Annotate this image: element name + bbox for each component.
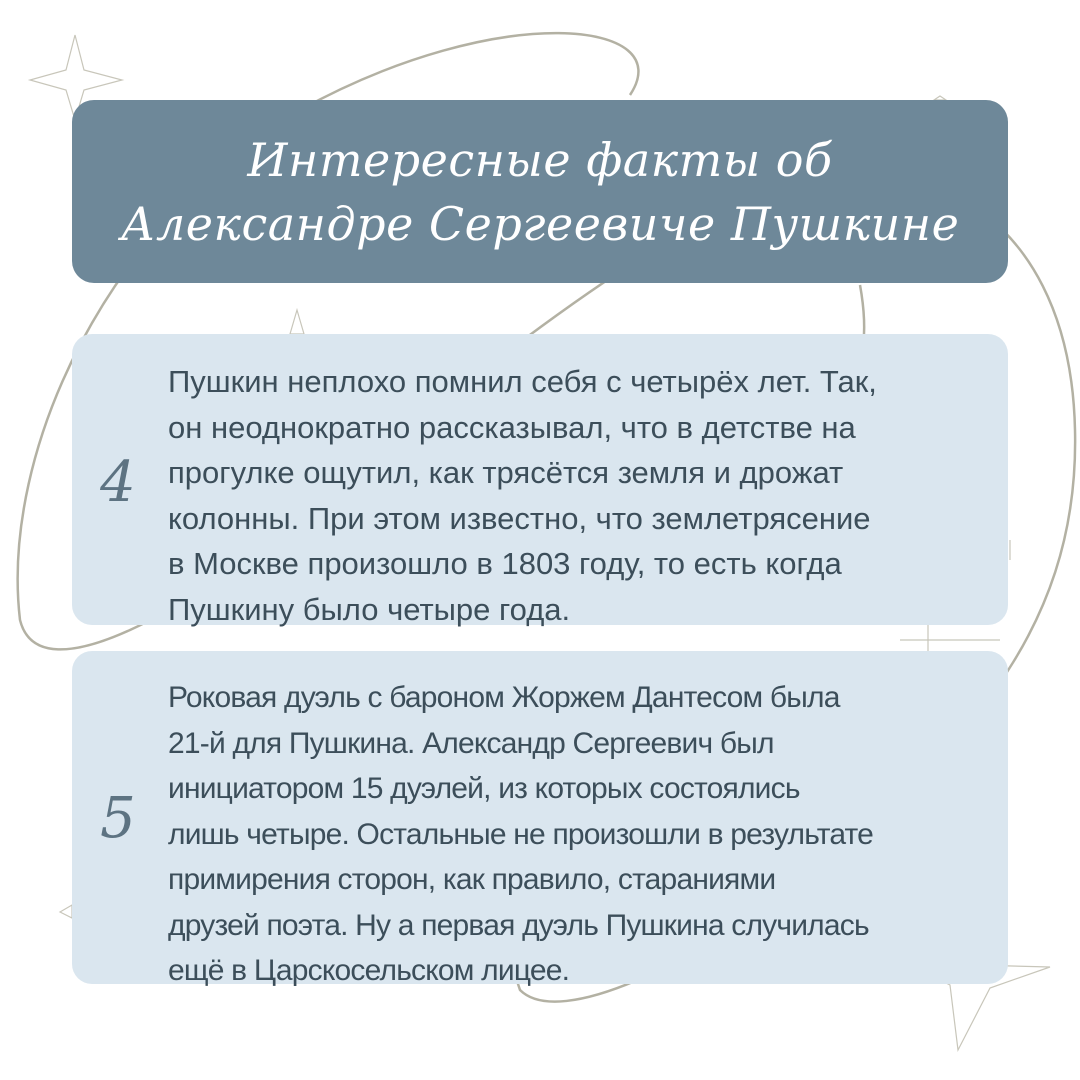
- fact-number-5: 5: [100, 786, 136, 851]
- sparkle-star-icon: [290, 310, 304, 334]
- title-line-1: Интересные факты об: [247, 132, 833, 187]
- fact-text-4: Пушкин неплохо помнил себя с четырёх лет. Так, он неоднократно рассказывал, что в детстве на прогулке ощутил, как трясётся земля и дрожат колонны. При этом известно, что землетрясение в Москве произошло в 1803 году, то есть когда Пушкину было четыре года.: [168, 364, 877, 627]
- fact-text-5: Роковая дуэль с бароном Жоржем Дантесом была 21-й для Пушкина. Александр Сергеевич был инициатором 15 дуэлей, из которых состоялись лишь четыре. Остальные не произошли в результате примирения сторон, как правило, стараниями друзей поэта. Ну а первая дуэль Пушкина случилась ещё в Царскосельском лицее.: [168, 681, 874, 987]
- title-banner: [72, 100, 1008, 283]
- fact-number-4: 4: [100, 450, 136, 515]
- title-line-2: Александре Сергеевиче Пушкине: [120, 196, 960, 251]
